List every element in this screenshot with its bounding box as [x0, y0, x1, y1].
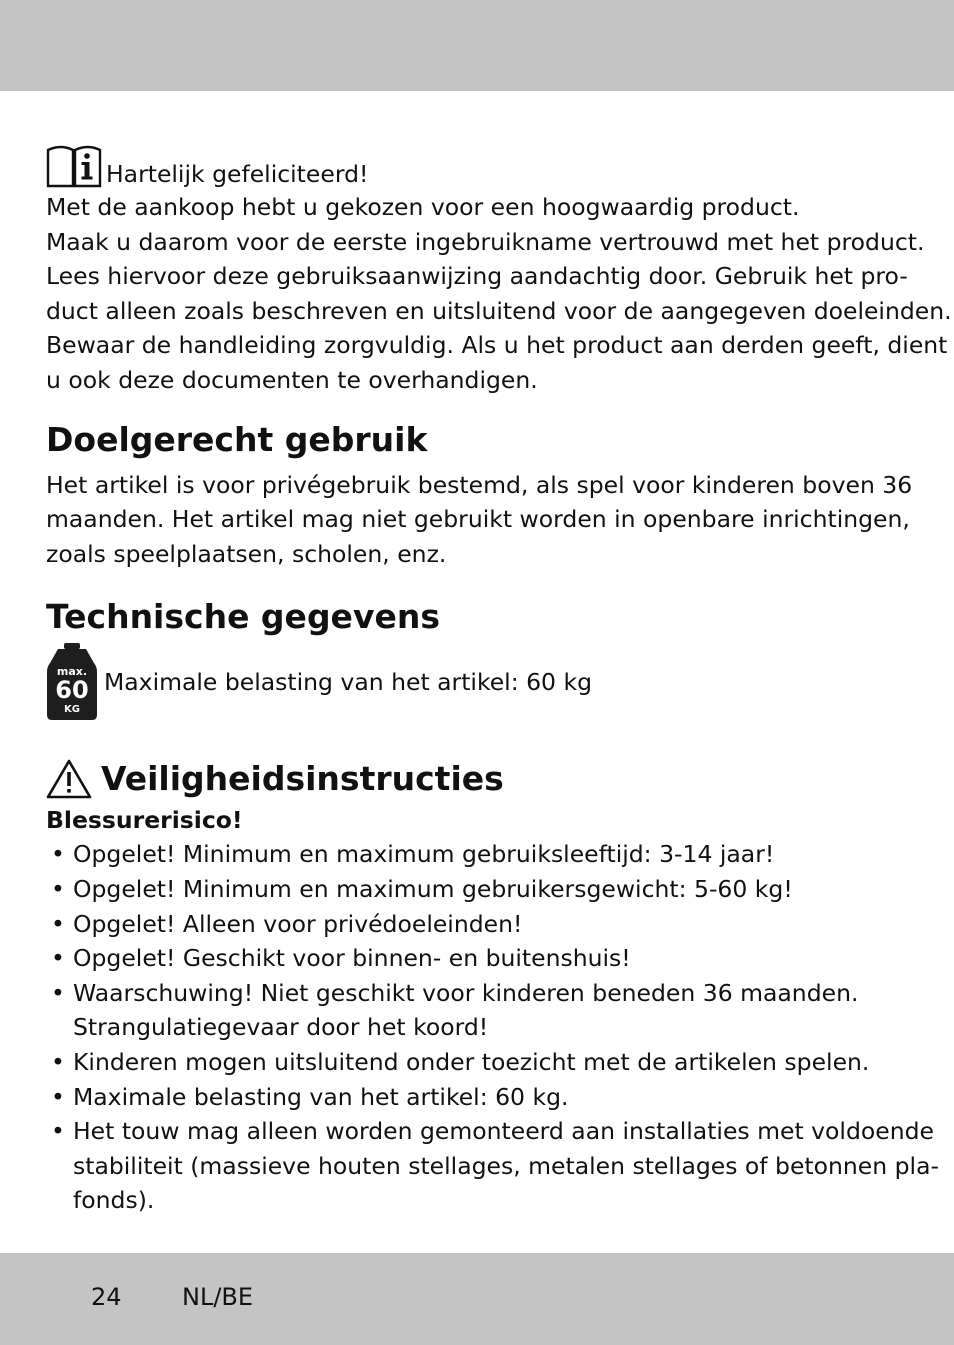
intro-greeting: Hartelijk gefeliciteerd! — [106, 160, 369, 188]
max-load-text: Maximale belasting van het artikel: 60 kg — [104, 668, 592, 697]
intro-line: u ook deze documenten te overhandigen. — [46, 365, 538, 394]
page-content — [46, 134, 952, 1218]
warning-triangle-icon — [46, 759, 92, 799]
intro-line: Maak u daarom voor de eerste ingebruikname vertrouwd met het product. — [46, 227, 925, 256]
intended-use-heading: Doelgerecht gebruik — [46, 419, 428, 459]
intended-use-line: Het artikel is voor privégebruik bestemd, als spel voor kinderen boven 36 — [46, 470, 913, 499]
injury-risk-subheading: Blessurerisico! — [46, 806, 243, 835]
list-item: • Het touw mag alleen worden gemonteerd aan installaties met voldoende stabiliteit (massieve houten stellages, metalen stellages of betonnen pla- fonds). — [51, 1117, 939, 1215]
intro-line: Met de aankoop hebt u gekozen voor een hoogwaardig product. — [46, 193, 800, 221]
header-band — [0, 0, 954, 91]
technical-heading: Technische gegevens — [46, 597, 440, 637]
safety-heading: Veiligheidsinstructies — [101, 759, 504, 799]
weight-icon-value: 60 — [55, 676, 89, 705]
list-item: • Opgelet! Minimum en maximum gebruikersgewicht: 5-60 kg! — [51, 874, 793, 903]
weight-max-icon — [46, 643, 98, 721]
intro-line: Lees hiervoor deze gebruiksaanwijzing aandachtig door. Gebruik het pro- — [46, 262, 908, 291]
intro-line: Bewaar de handleiding zorgvuldig. Als u het product aan derden geeft, dient — [46, 331, 948, 360]
intro-greeting-row — [46, 134, 912, 188]
weight-icon-unit: KG — [64, 704, 80, 716]
list-item: • Opgelet! Minimum en maximum gebruiksleeftijd: 3-14 jaar! — [51, 840, 775, 869]
intro-text — [46, 190, 952, 398]
max-load-row — [46, 643, 912, 721]
weight-icon-top: max. — [56, 665, 88, 679]
page-number: 24 — [91, 1283, 122, 1311]
intended-use-line: maanden. Het artikel mag niet gebruikt worden in openbare inrichtingen, — [46, 505, 910, 534]
language-code: NL/BE — [182, 1283, 254, 1311]
intended-use-text — [46, 468, 912, 572]
list-item: • Maximale belasting van het artikel: 60 kg. — [51, 1082, 569, 1111]
footer-band — [0, 1253, 954, 1345]
list-item: • Opgelet! Alleen voor privédoeleinden! — [51, 909, 523, 938]
intro-line: duct alleen zoals beschreven en uitsluitend voor de aangegeven doeleinden. — [46, 296, 952, 325]
list-item: • Opgelet! Geschikt voor binnen- en buitenshuis! — [51, 944, 631, 973]
intended-use-line: zoals speelplaatsen, scholen, enz. — [46, 539, 447, 568]
list-item: • Waarschuwing! Niet geschikt voor kinderen beneden 36 maanden. Strangulatiegevaar door het koord! — [51, 978, 859, 1042]
book-info-icon — [46, 142, 102, 188]
safety-heading-row — [46, 759, 912, 799]
safety-bullet-list — [46, 837, 939, 1218]
list-item: • Kinderen mogen uitsluitend onder toezicht met de artikelen spelen. — [51, 1047, 870, 1076]
